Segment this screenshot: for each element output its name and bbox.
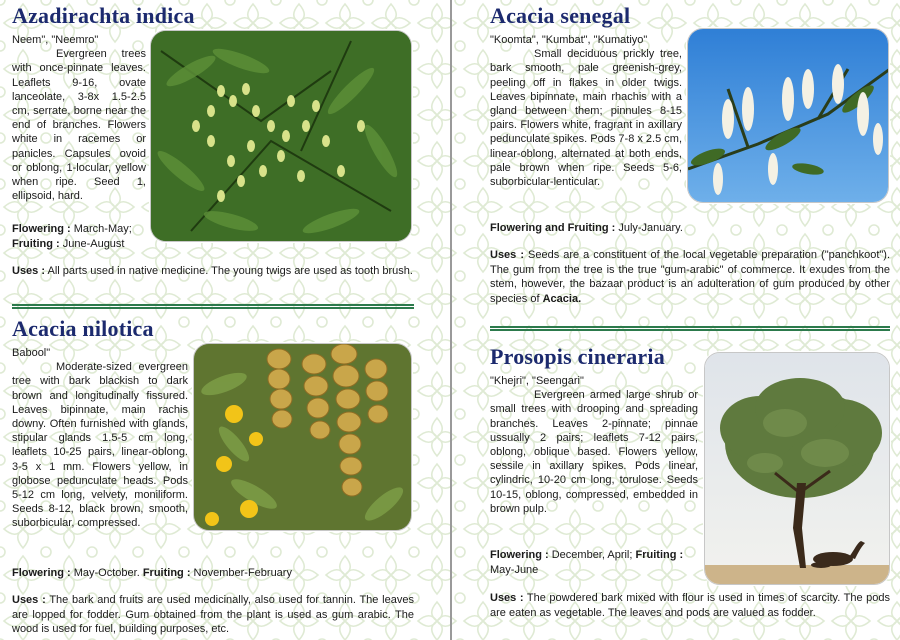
description-prosopis [490,374,698,516]
common-names-acacia-nilotica: Babool" [12,347,51,359]
section-title-acacia-senegal: Acacia senegal [490,3,631,28]
common-names-azadirachta: Neem", "Neemro" [12,34,99,46]
uses-label-azadirachta: Uses : [12,265,46,277]
section-divider-left [12,304,414,309]
section-title-azadirachta: Azadirachta indica [12,3,195,28]
description-acacia-nilotica [12,346,188,531]
season-acacia-senegal [490,221,890,236]
uses-acacia-senegal [490,248,890,306]
prosopis-tree-with-camel-photo [704,352,890,585]
description-text-acacia-senegal: Small deciduous prickly tree, bark smooth, pale greenish-grey, peeling off in flakes in older twigs. Leaves bipinnate, main rhachis with a gland between them; pinnules 8-15 pairs. Flowers white, fragrant in axillary pedunculate spikes. Pods 7-8 x 2.5 cm, linear-oblong, alternated at both ends, pale brown when ripe. Seeds 5-6, suborbicular-lenticular. [490,48,682,189]
flowering-value-azadirachta: March-May; [73,223,132,235]
fruiting-value-prosopis: May-June [490,563,539,576]
uses-value-acacia-nilotica: The bark and fruits are used medicinally, also used for tannin. The leaves are lopped for fodder. Gum obtained from the plant is used as gum arabic. The wood is used for fuel, building purposes, etc. [12,594,414,636]
flowering-label-prosopis: Flowering : [490,549,549,561]
uses-azadirachta [12,264,414,279]
uses-acacia-nilotica [12,593,414,637]
neem-branch-photo [150,30,412,242]
uses-value-azadirachta: All parts used in native medicine. The young twigs are used as tooth brush. [47,265,413,277]
uses-label-acacia-senegal: Uses : [490,249,524,261]
uses-value-acacia-senegal: Seeds are a constituent of the local vegetable preparation ("panchkoot"). The gum from the tree is the true "gum-arabic" of commerce. It exudes from the stem, however, the bazaar product is an adulteration of gum produced by other species of [490,249,890,305]
description-acacia-senegal [490,33,682,189]
season-prosopis [490,548,698,577]
season-acacia-nilotica [12,566,414,581]
uses-emphasis-acacia-senegal: Acacia. [542,292,582,305]
flowering-label-acacia-nilotica: Flowering : [12,567,71,579]
uses-label-prosopis: Uses : [490,592,524,604]
description-text-azadirachta: Evergreen trees with once-pinnate leaves. Leaflets 9-16, ovate lanceolate, 3-8x 1.5-2.5 cm, serrate, borne near the end of branches. Flowers white in racemes or panicles. Capsules ovoid or oblong, 1-locular, yellow when ripe. Seed 1, ellipsoid, hard. [12,48,146,203]
section-title-prosopis: Prosopis cineraria [490,344,665,369]
section-divider-right [490,326,890,331]
flowering-value-acacia-senegal: July-January. [618,222,683,234]
uses-prosopis [490,591,890,620]
description-text-acacia-nilotica: Moderate-sized evergreen tree with bark blackish to dark brown and longitudinally fissured. Leaves bipinnate, main rachis downy. Often furnished with glands, stipular glands 1.5-5 cm long, leaflets 10-25 pairs, linear-oblong. 3-5 x 1 mm. Flowers yellow, in globose pedunculate heads. Pods 5-12 cm long, velvety, moniliform. Seeds 8-12, black brown, smooth, suborbicular, compressed. [12,361,188,530]
right-page [452,0,900,640]
description-azadirachta [12,33,146,203]
fruiting-value-azadirachta: June-August [62,237,125,250]
uses-value-prosopis: The powdered bark mixed with flour is used in times of scarcity. The pods are eaten as vegetable. The leaves and pods are valued as fodder. [490,592,890,619]
section-title-acacia-nilotica: Acacia nilotica [12,316,154,341]
acacia-senegal-flowers-photo [687,28,889,203]
acacia-nilotica-pods-photo [193,343,412,531]
fruiting-value-acacia-nilotica: November-February [193,567,292,579]
common-names-prosopis: "Khejri", "Seengari" [490,375,584,387]
fruiting-label-prosopis: Fruiting : [635,549,684,561]
description-text-prosopis: Evergreen armed large shrub or small trees with drooping and spreading branches. Leaves 2-pinnate; pinnae ussually 2 pairs; leaflets 7-12 pairs, oblong, oblique based. Flowers yellow, sessile in axillary spikes. Pods linear, cylindric, 10-20 cm long, torulose. Seeds 10-15, oblong, compressed, embedded in brown pulp. [490,389,698,515]
uses-label-acacia-nilotica: Uses : [12,594,46,606]
flowering-label-azadirachta: Flowering : [12,223,71,235]
fruiting-label-acacia-nilotica: Fruiting : [142,567,191,579]
flowering-label-acacia-senegal: Flowering and Fruiting : [490,222,616,234]
common-names-acacia-senegal: "Koomta", "Kumbat", "Kumatiyo" [490,34,648,46]
season-azadirachta [12,222,150,251]
flowering-value-prosopis: December, April; [551,549,633,561]
page-spine [450,0,452,640]
flowering-value-acacia-nilotica: May-October. [73,567,140,579]
fruiting-label-azadirachta: Fruiting : [12,237,60,250]
